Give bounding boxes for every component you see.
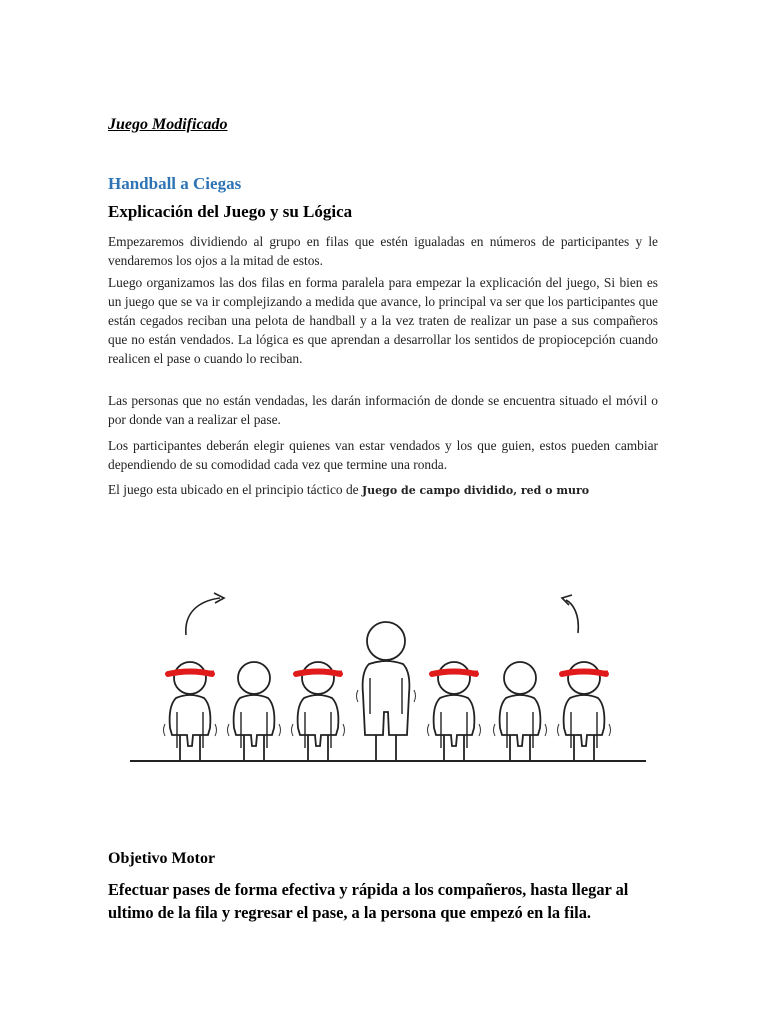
- curved-arrow-left-icon: [562, 595, 578, 633]
- player-body: [434, 695, 475, 746]
- player-head: [174, 662, 206, 694]
- blindfold-stroke: [432, 672, 478, 673]
- principle-prefix: El juego esta ubicado en el principio táctico de: [108, 482, 362, 497]
- principle-name: Juego de campo dividido, red o muro: [361, 484, 590, 497]
- motion-mark: [228, 724, 230, 736]
- objective-text: Efectuar pases de forma efectiva y rápida a los compañeros, hasta llegar al ultimo de la fila y regresar el pase, a la persona que empezó en la fila.: [108, 880, 629, 922]
- player-head: [367, 622, 405, 660]
- player-figure: [428, 662, 481, 761]
- motion-mark: [279, 724, 281, 736]
- player-body: [564, 695, 605, 746]
- player-head: [438, 662, 470, 694]
- motion-mark: [479, 724, 481, 736]
- motion-mark: [558, 724, 560, 736]
- motion-mark: [357, 690, 359, 702]
- player-body: [170, 695, 211, 746]
- player-body: [298, 695, 339, 746]
- player-figure: [228, 662, 281, 761]
- motion-mark: [609, 724, 611, 736]
- paragraph-3: Las personas que no están vendadas, les darán información de donde se encuentra situado el móvil o por donde van a realizar el pase.: [108, 393, 658, 427]
- player-figure: [558, 662, 611, 761]
- motion-mark: [494, 724, 496, 736]
- motion-mark: [343, 724, 345, 736]
- player-figure: [357, 622, 416, 761]
- blindfold-stroke: [562, 672, 608, 673]
- motion-mark: [428, 724, 430, 736]
- motion-mark: [414, 690, 416, 702]
- player-figure: [164, 662, 217, 761]
- player-figure: [292, 662, 345, 761]
- objective-title: Objetivo Motor: [108, 850, 216, 867]
- document-heading: Juego Modificado: [108, 116, 228, 133]
- player-head: [302, 662, 334, 694]
- players-illustration: [128, 583, 648, 783]
- player-body: [500, 695, 541, 746]
- paragraph-4: Los participantes deberán elegir quienes van estar vendados y los que guien, estos pueden cambiar dependiendo de su comodidad cada vez que termine una ronda.: [108, 438, 658, 472]
- motion-mark: [164, 724, 166, 736]
- game-title: Handball a Ciegas: [108, 174, 242, 193]
- motion-mark: [215, 724, 217, 736]
- player-body: [234, 695, 275, 746]
- player-head: [568, 662, 600, 694]
- player-figure: [494, 662, 547, 761]
- paragraph-principle: [108, 480, 658, 500]
- player-head: [504, 662, 536, 694]
- paragraph-1: Empezaremos dividiendo al grupo en filas que estén igualadas en números de participantes y le vendaremos los ojos a la mitad de estos.: [108, 234, 658, 268]
- curved-arrow-right-icon: [186, 593, 224, 635]
- blindfold-stroke: [296, 672, 342, 673]
- motion-mark: [545, 724, 547, 736]
- motion-mark: [292, 724, 294, 736]
- paragraph-2: Luego organizamos las dos filas en forma paralela para empezar la explicación del juego, Si bien es un juego que se va ir complejizando a medida que avance, lo principal va ser que los participantes que están cegados reciban una pelota de handball y a la vez traten de realizar un pase a sus compañeros que no están vendados. La lógica es que aprendan a desarrollar los sentidos de propiocepción cuando realicen el pase o cuando lo reciban.: [108, 275, 658, 366]
- player-head: [238, 662, 270, 694]
- blindfold-stroke: [168, 672, 214, 673]
- section-title: Explicación del Juego y su Lógica: [108, 202, 353, 221]
